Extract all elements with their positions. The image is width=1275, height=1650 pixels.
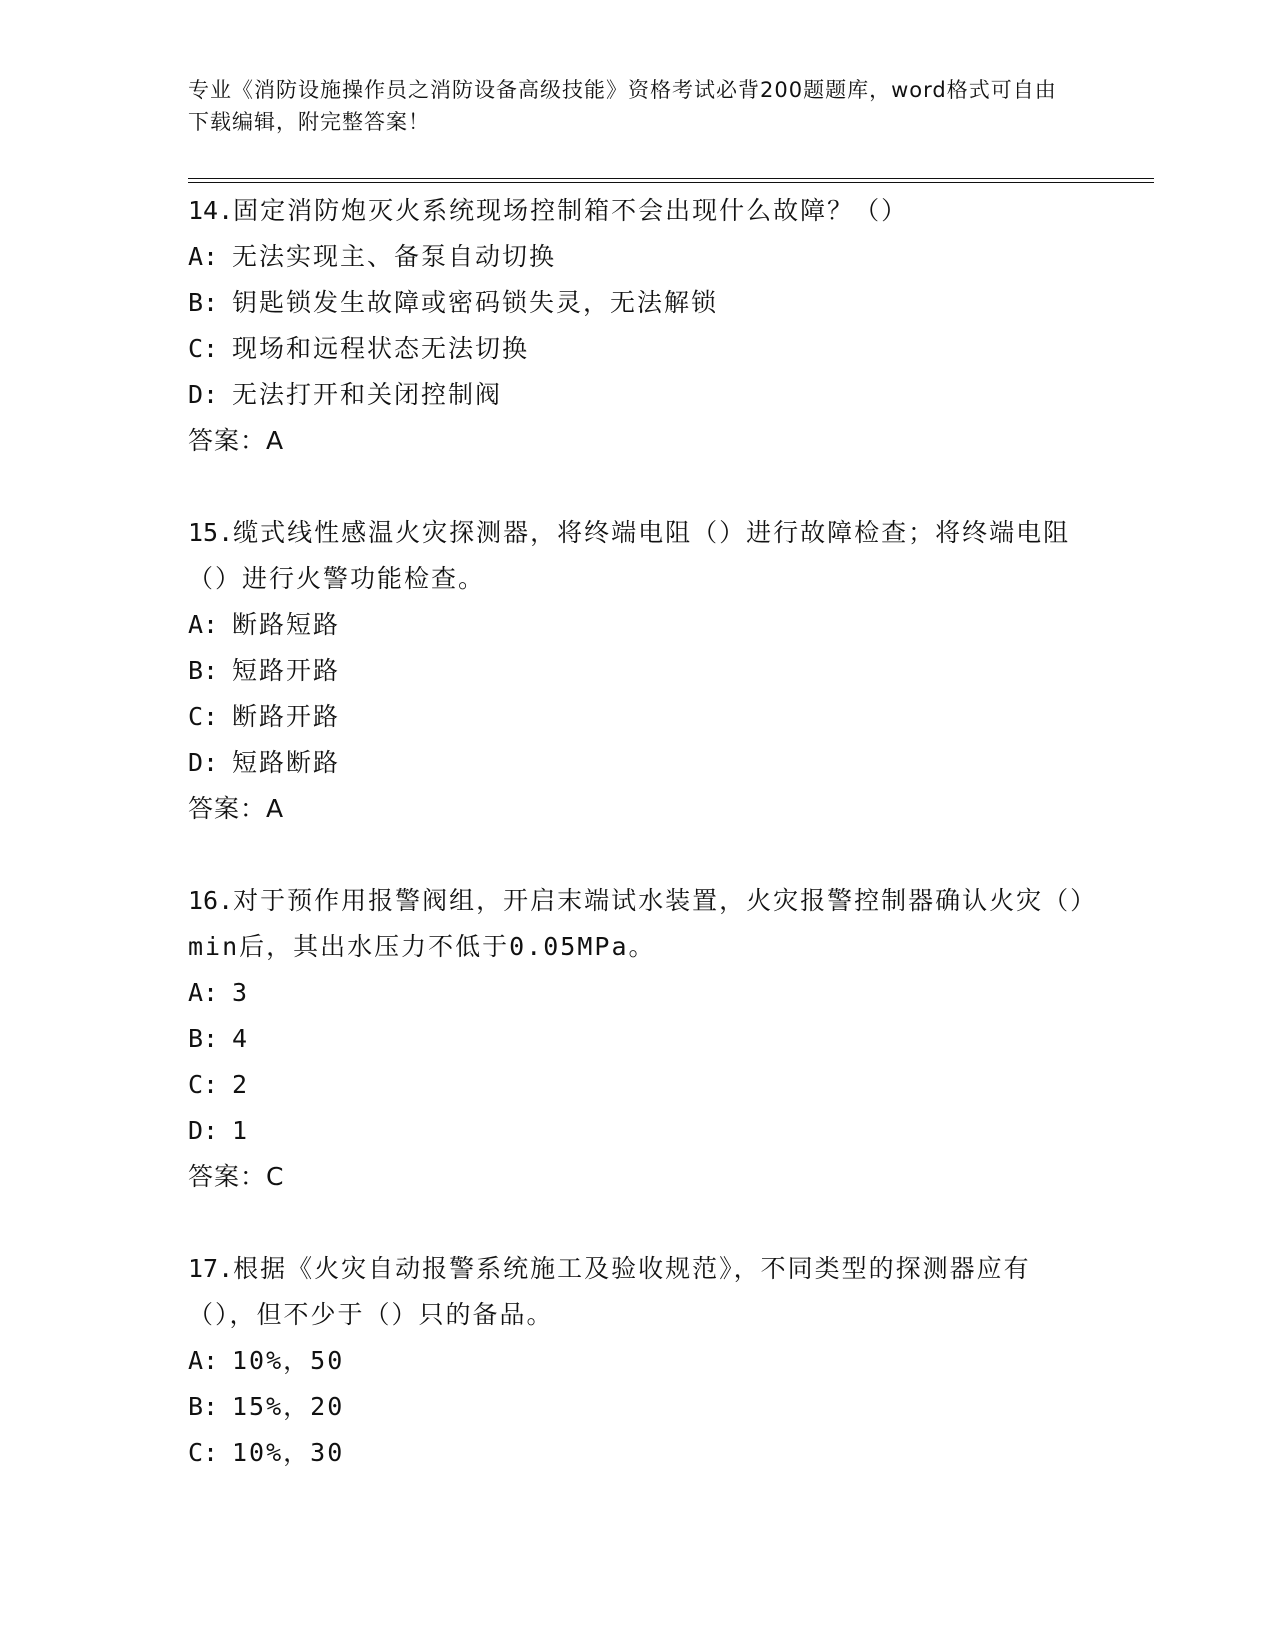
question-text: 对于预作用报警阀组，开启末端试水装置，火灾报警控制器确认火灾（）min后，其出水压力不低于0.05MPa。 — [188, 886, 1085, 961]
option-key: B: — [188, 1392, 219, 1421]
option-key: C: — [188, 334, 219, 363]
question-text: 固定消防炮灭火系统现场控制箱不会出现什么故障？（） — [233, 196, 909, 225]
question-stem — [188, 1246, 1088, 1338]
option-d — [188, 1108, 1088, 1154]
option-a — [188, 234, 1088, 280]
option-text: 无法实现主、备泵自动切换 — [232, 242, 557, 271]
option-b — [188, 280, 1088, 326]
option-a — [188, 602, 1088, 648]
option-text: 10%，50 — [232, 1346, 345, 1375]
option-key: B: — [188, 656, 219, 685]
question-number: 16. — [188, 886, 234, 915]
header-rule-bottom — [188, 182, 1154, 183]
option-text: 断路短路 — [232, 610, 341, 639]
option-text: 钥匙锁发生故障或密码锁失灵，无法解锁 — [232, 288, 719, 317]
option-d — [188, 372, 1088, 418]
option-a — [188, 970, 1088, 1016]
option-key: D: — [188, 380, 219, 409]
option-key: A: — [188, 978, 219, 1007]
question-14 — [188, 188, 1088, 464]
option-text: 2 — [232, 1070, 250, 1099]
option-b — [188, 1016, 1088, 1062]
question-15 — [188, 510, 1088, 832]
option-d — [188, 740, 1088, 786]
option-key: A: — [188, 1346, 219, 1375]
option-key: C: — [188, 1438, 219, 1467]
answer-line: 答案：C — [188, 1162, 285, 1191]
answer-line: 答案：A — [188, 794, 285, 823]
question-text: 根据《火灾自动报警系统施工及验收规范》，不同类型的探测器应有（），但不少于（）只的备品。 — [188, 1254, 1031, 1329]
option-text: 15%，20 — [232, 1392, 345, 1421]
option-text: 3 — [232, 978, 250, 1007]
question-16 — [188, 878, 1088, 1200]
option-key: C: — [188, 702, 219, 731]
option-a — [188, 1338, 1088, 1384]
question-list — [188, 188, 1088, 1522]
question-number: 14. — [188, 196, 234, 225]
option-key: D: — [188, 1116, 219, 1145]
option-key: B: — [188, 1024, 219, 1053]
question-stem — [188, 510, 1088, 602]
question-number: 15. — [188, 518, 234, 547]
option-b — [188, 1384, 1088, 1430]
option-text: 4 — [232, 1024, 250, 1053]
option-c — [188, 1430, 1088, 1476]
option-text: 10%，30 — [232, 1438, 345, 1467]
question-stem — [188, 878, 1088, 970]
option-text: 现场和远程状态无法切换 — [232, 334, 530, 363]
option-key: A: — [188, 242, 219, 271]
question-number: 17. — [188, 1254, 234, 1283]
option-key: D: — [188, 748, 219, 777]
question-text: 缆式线性感温火灾探测器，将终端电阻（）进行故障检查；将终端电阻（）进行火警功能检查。 — [188, 518, 1071, 593]
question-stem — [188, 188, 1088, 234]
option-key: C: — [188, 1070, 219, 1099]
header-rule-top — [188, 178, 1154, 179]
option-text: 1 — [232, 1116, 250, 1145]
option-text: 短路开路 — [232, 656, 341, 685]
option-c — [188, 326, 1088, 372]
option-c — [188, 1062, 1088, 1108]
option-b — [188, 648, 1088, 694]
document-header: 专业《消防设施操作员之消防设备高级技能》资格考试必背200题题库，word格式可自由下载编辑，附完整答案！ — [188, 78, 1057, 134]
option-key: A: — [188, 610, 219, 639]
option-text: 断路开路 — [232, 702, 341, 731]
option-text: 短路断路 — [232, 748, 341, 777]
question-17 — [188, 1246, 1088, 1476]
option-text: 无法打开和关闭控制阀 — [232, 380, 503, 409]
option-c — [188, 694, 1088, 740]
answer-line: 答案：A — [188, 426, 285, 455]
option-key: B: — [188, 288, 219, 317]
